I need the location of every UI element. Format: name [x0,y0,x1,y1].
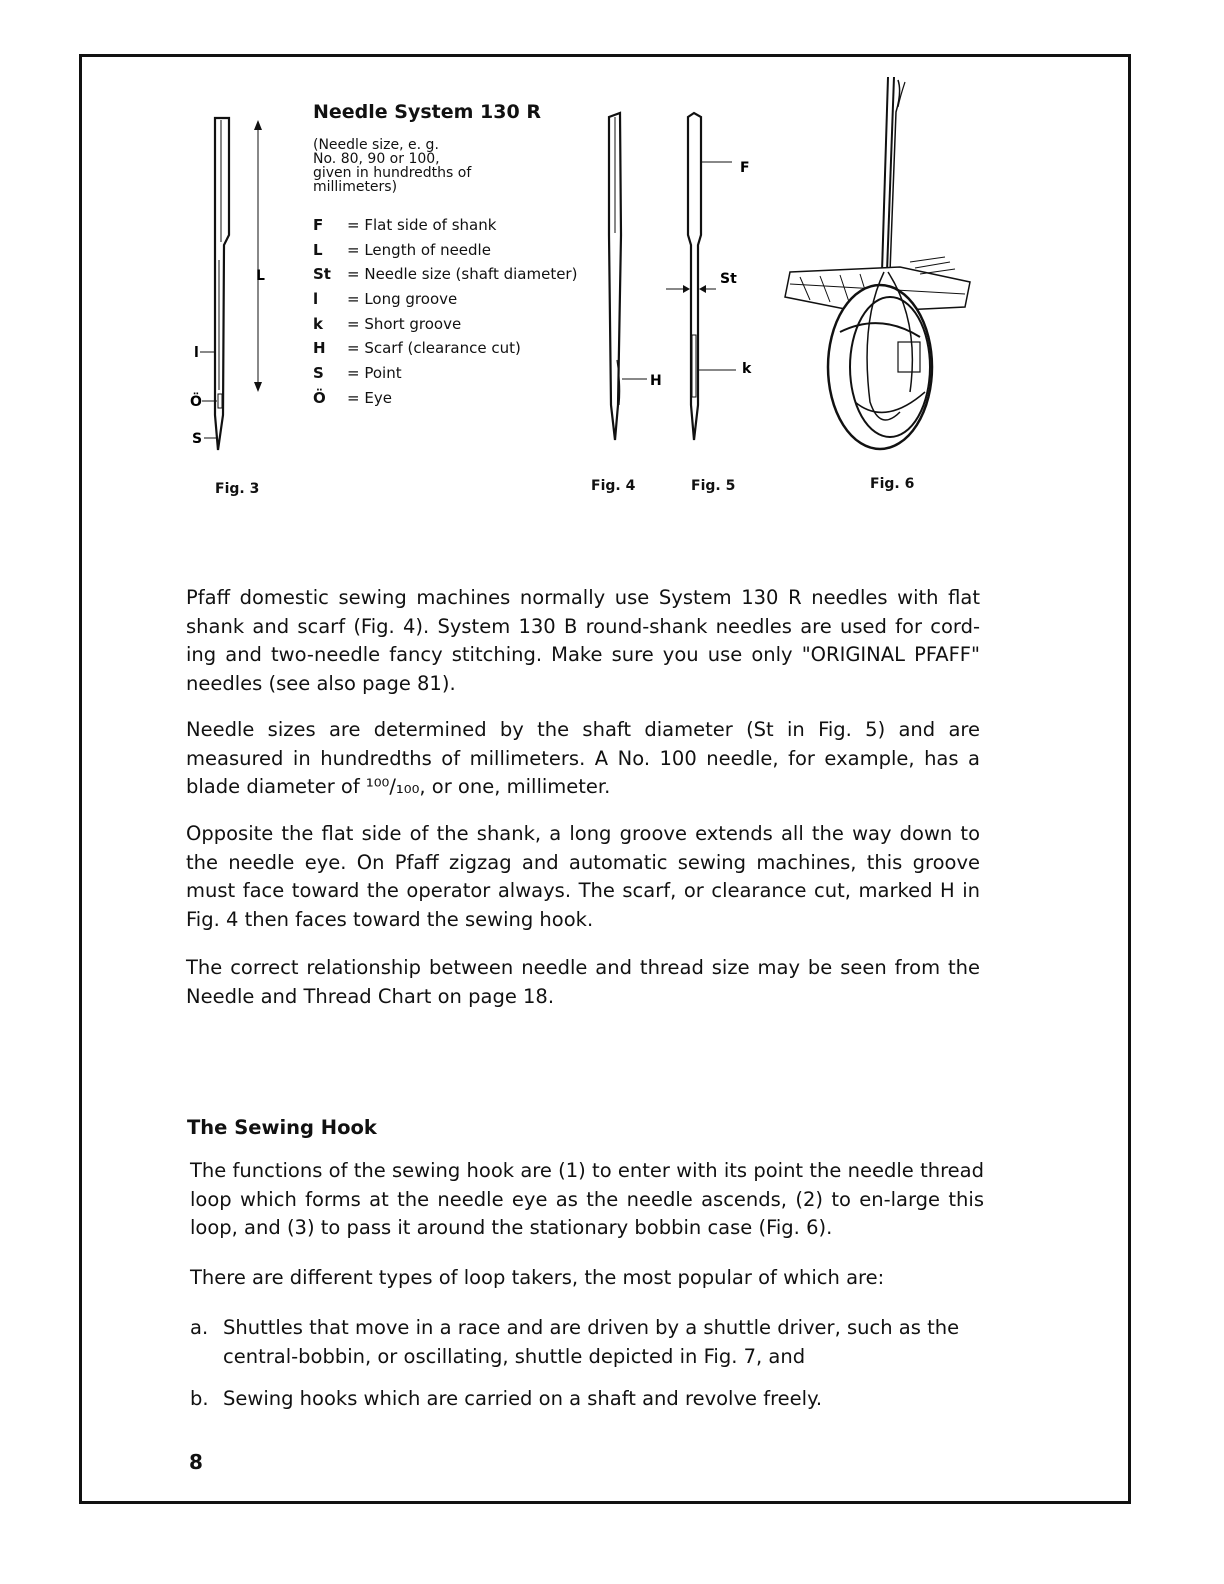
page-number: 8 [189,1450,203,1474]
body-paragraph: Opposite the flat side of the shank, a long groove extends all the way down to the needle eye. On Pfaff zigzag and automatic sewing machines, this groove must face toward the operator always. The scarf, or clearance cut, marked H in Fig. 4 then faces toward the sewing hook. [186,822,980,931]
body-paragraph: Pfaff domestic sewing machines normally use System 130 R needles with flat shank and scarf (Fig. 4). System 130 B round-shank needles are used for cord-ing and two-needle fancy stitching. Make sure you use only "ORIGINAL PFAFF" needles (see also page 81). [186,586,980,695]
fig3-label-S: S [192,431,203,447]
section-heading: The Sewing Hook [187,1116,377,1139]
legend-row: S = Point [313,364,402,383]
legend-row: Ö = Eye [313,388,392,407]
legend-row: l = Long groove [313,290,458,309]
legend-title: Needle System 130 R [313,101,541,123]
legend-row: F = Flat side of shank [313,216,497,234]
body-paragraph: Needle sizes are determined by the shaft diameter (St in Fig. 5) and are measured in hundredths of millimeters. A No. 100 needle, for example, has a blade diameter of ¹⁰⁰/₁₀₀, or one, millimeter. [186,718,980,798]
list-item: b. Sewing hooks which are carried on a shaft and revolve freely. [190,1387,823,1410]
fig4-caption: Fig. 4 [591,478,636,494]
fig5-caption: Fig. 5 [691,478,736,494]
legend-row: k = Short groove [313,314,462,333]
fig6-caption: Fig. 6 [870,476,915,492]
legend-row: H = Scarf (clearance cut) [313,339,521,358]
legend-row: L = Length of needle [313,240,491,259]
fig3-caption: Fig. 3 [215,481,260,497]
legend-list [313,216,577,414]
fig3-needle-drawing [180,110,280,460]
fig4-label-H: H [650,373,662,389]
hook-paragraph: There are different types of loop takers, the most popular of which are: [190,1266,885,1289]
fig3-label-L: L [256,268,265,284]
legend-note: (Needle size, e. g. No. 80, 90 or 100, given in hundredths of millimeters) [313,137,472,195]
body-paragraph: The correct relationship between needle and thread size may be seen from the Needle and Thread Chart on page 18. [186,956,980,1008]
list-item: a. Shuttles that move in a race and are driven by a shuttle driver, such as the central-bobbin, or oscillating, shuttle depicted in Fig. 7, and [190,1316,960,1368]
fig5-label-k: k [742,361,752,377]
fig6-hook-illustration [780,72,980,457]
fig5-label-St: St [720,271,737,287]
hook-paragraph: The functions of the sewing hook are (1) to enter with its point the needle thread loop which forms at the needle eye as the needle ascends, (2) to en-large this loop, and (3) to pass it around the stationary bobbin case (Fig. 6). [190,1159,984,1239]
fig5-label-F: F [740,160,750,176]
fig5-needle-drawing [660,105,770,450]
legend-row: St = Needle size (shaft diameter) [313,265,578,284]
fig3-label-eye: Ö [190,394,202,410]
fig3-label-l: l [194,345,199,361]
